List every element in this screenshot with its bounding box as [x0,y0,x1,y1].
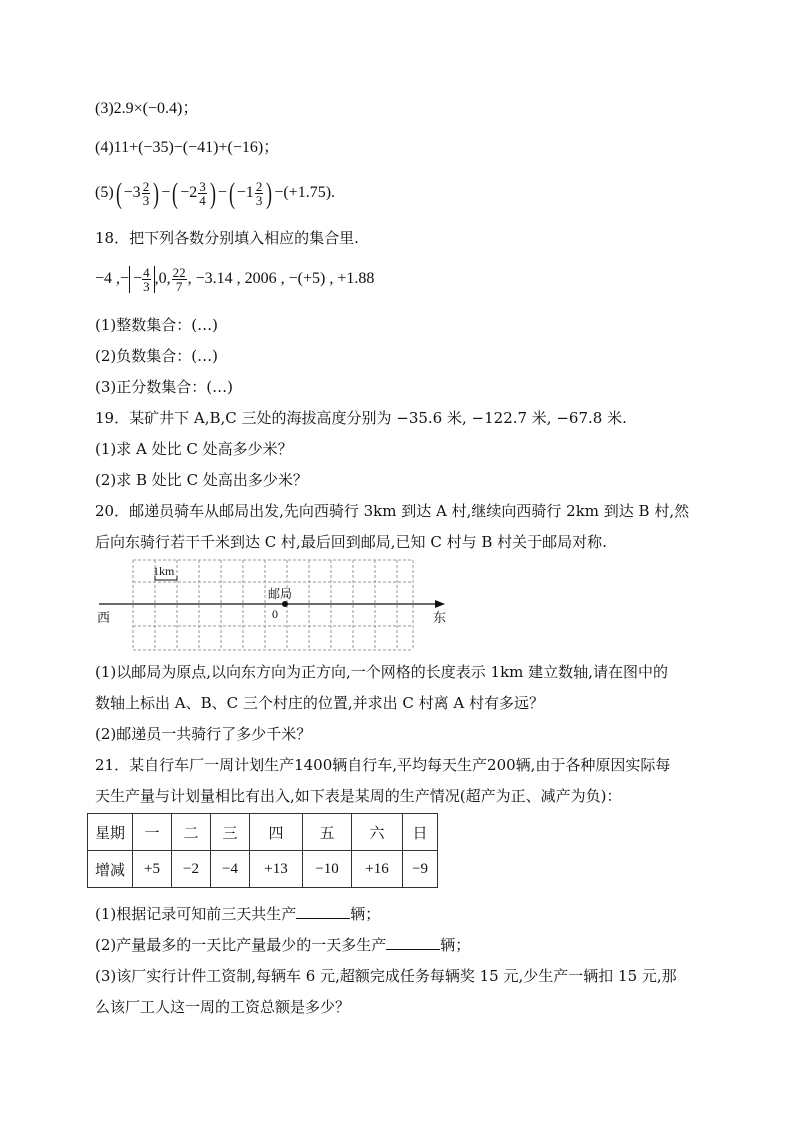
table-cell: 二 [172,814,211,851]
origin-label: 0 [272,607,278,621]
arrow-head [435,600,445,608]
q19-item1: (1)求 A 处比 C 处高多少米？ [95,440,293,458]
q21-line1: 21．某自行车厂一周计划生产1400辆自行车,平均每天生产200辆,由于各种原因实际每 [95,756,671,774]
origin-dot [282,601,288,607]
q21-item3-line1: (3)该厂实行计件工资制,每辆车 6 元,超额完成任务每辆奖 15 元,少生产一辆扣 15 元,那 [95,967,677,985]
fraction: $\frac{2}{3}$ [142,179,150,208]
table-row [88,851,438,888]
part-number: (5) [95,184,114,202]
expression: 11+(−35)−(−41)+(−16)； [113,139,280,156]
table-header-row [88,814,438,851]
q18-item1: (1)整数集合：(…) [95,316,218,334]
table-cell: +13 [250,851,303,888]
table-cell: +16 [352,851,403,888]
answer-blank[interactable] [296,904,350,919]
mixed-whole: −2 [180,184,198,202]
east-label: 东 [433,611,447,626]
q18-item3: (3)正分数集合：(…) [95,378,233,396]
q19-title: 19．某矿井下 A,B,C 三处的海拔高度分别为 −35.6 米, −122.7 米, −67.8 米. [95,409,627,427]
fraction: $\frac{22}{7}$ [172,265,186,294]
decimal: +1.75 [288,184,326,202]
table-cell: 四 [250,814,303,851]
q17-part4 [95,137,279,159]
table-cell: 六 [352,814,403,851]
production-table [87,813,438,888]
q21-item3-line2: 么该厂工人这一周的工资总额是多少？ [95,998,351,1016]
q20-item2: (2)邮递员一共骑行了多少千米？ [95,725,312,743]
table-cell: 一 [133,814,172,851]
fraction: $\frac{3}{4}$ [199,179,206,208]
table-cell: −10 [303,851,352,888]
table-cell: −4 [211,851,250,888]
q18-title: 18．把下列各数分别填入相应的集合里. [95,229,359,247]
table-cell: +5 [133,851,172,888]
part-number: (3) [95,100,114,117]
table-cell: 三 [211,814,250,851]
absolute-value: − $\frac{4}{3}$ [129,266,155,293]
table-cell: 星期 [88,814,133,851]
q21-item2: (2)产量最多的一天比产量最少的一天多生产 辆； [95,936,471,954]
q19-item2: (2)求 B 处比 C 处高出多少米？ [95,471,308,489]
scale-label: 1km [153,564,175,578]
q18-numbers: −4 ,− − $\frac{4}{3}$ ,0, $\frac{22}{7}$ , −3.14 , 2006 , −(+5) , +1.88 [95,265,375,294]
q20-item1-line2: 数轴上标出 A、B、C 三个村庄的位置,并求出 C 村离 A 村有多远？ [95,694,545,712]
q20-item1-line1: (1)以邮局为原点,以向东方向为正方向,一个网格的长度表示 1km 建立数轴,请在图中的 [95,663,668,681]
west-label: 西 [97,611,111,626]
number-line-grid [95,558,455,654]
fraction: $\frac{2}{3}$ [255,179,263,208]
table-cell: 五 [303,814,352,851]
q17-part3 [95,98,198,120]
answer-blank[interactable] [386,935,440,950]
table-cell: −9 [403,851,438,888]
table-cell: 增减 [88,851,133,888]
table-cell: 日 [403,814,438,851]
table-cell: −2 [172,851,211,888]
part-number: (4) [95,139,114,156]
q20-line2: 后向东骑行若干千米到达 C 村,最后回到邮局,已知 C 村与 B 村关于邮局对称. [95,533,607,551]
expression: 2.9×(−0.4)； [113,100,199,117]
q17-part5: (5)( −3 $\frac{2}{3}$ ) −( −2 $\frac{3}{4}$ ) −( −1 $\frac{2}{3}$ ) −(+1.75). [95,176,336,210]
post-office-label: 邮局 [268,587,293,601]
mixed-whole: −3 [123,184,141,202]
q21-line2: 天生产量与计划量相比有出入,如下表是某周的生产情况(超产为正、减产为负)： [95,787,622,805]
q20-line1: 20．邮递员骑车从邮局出发,先向西骑行 3km 到达 A 村,继续向西骑行 2km 到达 B 村,然 [95,502,690,520]
q21-item1: (1)根据记录可知前三天共生产 辆； [95,905,381,923]
q18-item2: (2)负数集合：(…) [95,347,218,365]
mixed-whole: −1 [236,184,254,202]
